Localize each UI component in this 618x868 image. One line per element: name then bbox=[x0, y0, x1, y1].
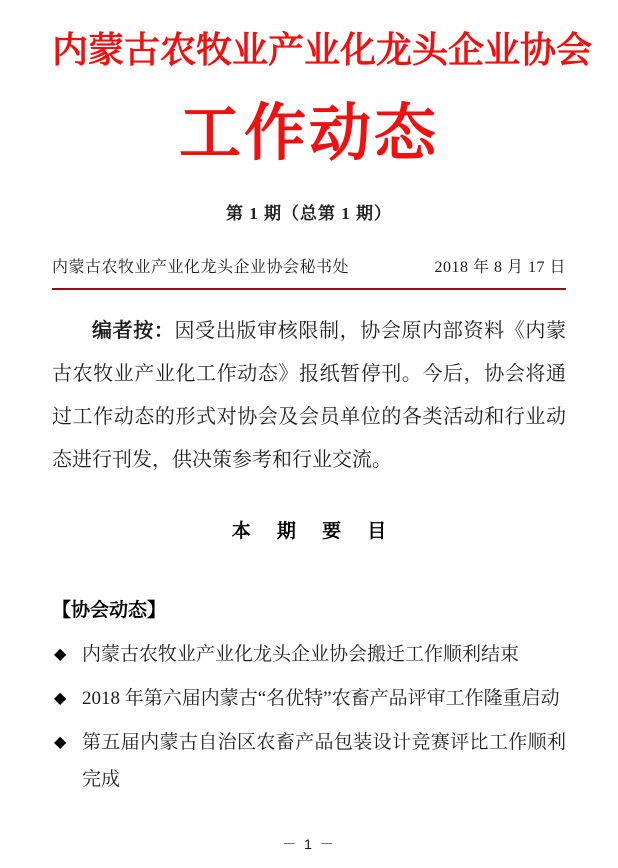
publisher-row bbox=[52, 254, 566, 277]
editor-note-label: 编者按： bbox=[92, 320, 175, 343]
publish-date: 2018 年 8 月 17 日 bbox=[434, 259, 566, 277]
diamond-bullet-icon: ◆ bbox=[54, 646, 67, 664]
page-number: － 1 － bbox=[282, 836, 336, 852]
section-label-association-news: 【协会动态】 bbox=[52, 600, 167, 622]
editor-note bbox=[52, 310, 566, 482]
toc-item bbox=[52, 636, 566, 673]
issue-number-line: 第 1 期（总第 1 期） bbox=[226, 204, 392, 224]
diamond-bullet-icon: ◆ bbox=[54, 690, 67, 708]
org-title: 内蒙古农牧业产业化龙头企业协会 bbox=[52, 30, 593, 70]
toc-item bbox=[52, 680, 566, 717]
toc-item-text: 内蒙古农牧业产业化龙头企业协会搬迁工作顺利结束 bbox=[82, 644, 520, 666]
toc-item-text: 第五届内蒙古自治区农畜产品包装设计竞赛评比工作顺利完成 bbox=[82, 732, 566, 791]
toc-item bbox=[52, 724, 566, 798]
toc-heading: 本 期 要 目 bbox=[231, 521, 397, 543]
toc-list bbox=[52, 636, 566, 798]
publisher-name: 内蒙古农牧业产业化龙头企业协会秘书处 bbox=[52, 259, 350, 277]
editor-note-body: 因受出版审核限制，协会原内部资料《内蒙古农牧业产业化工作动态》报纸暂停刊。今后，协会将通过工作动态的形式对协会及会员单位的各类活动和行业动态进行刊发，供决策参考和行业交流。 bbox=[52, 320, 567, 472]
divider-rule bbox=[52, 288, 566, 290]
diamond-bullet-icon: ◆ bbox=[54, 734, 67, 752]
toc-item-text: 2018 年第六届内蒙古“名优特”农畜产品评审工作隆重启动 bbox=[82, 688, 560, 710]
main-title: 工作动态 bbox=[178, 100, 439, 168]
